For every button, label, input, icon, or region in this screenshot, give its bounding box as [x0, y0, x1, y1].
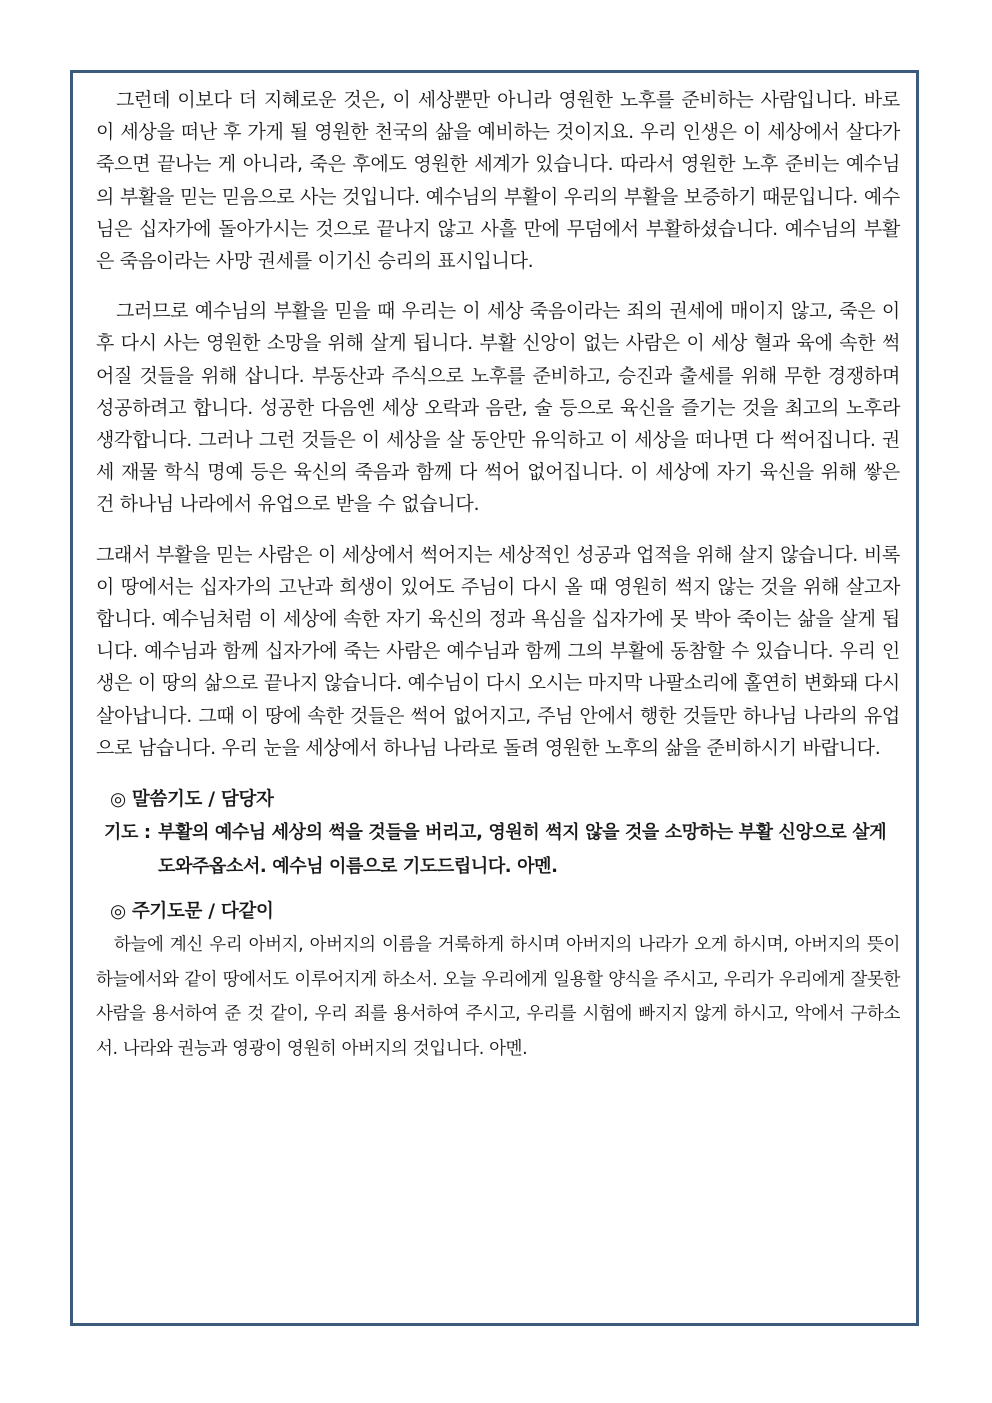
- prayer-block: [96, 816, 900, 884]
- section-heading-lords-prayer: [96, 896, 900, 928]
- circle-mark-icon: ◎: [110, 901, 126, 923]
- lords-prayer-text: 하늘에 계신 우리 아버지, 아버지의 이름을 거룩하게 하시며 아버지의 나라가 오게 하시며, 아버지의 뜻이 하늘에서와 같이 땅에서도 이루어지게 하소서. 오늘 우리에게 일용할 양식을 주시고, 우리가 우리에게 잘못한 사람을 용서하여 준 것 같이, 우리 죄를 용서하여 주시고, 우리를 시험에 빠지지 않게 하시고, 악에서 구하소서. 나라와 권능과 영광이 영원히 아버지의 것입니다. 아멘.: [96, 935, 900, 1059]
- circle-mark-icon: ◎: [110, 789, 126, 811]
- document-body: [96, 84, 900, 1066]
- sermon-paragraph-1: 그런데 이보다 더 지혜로운 것은, 이 세상뿐만 아니라 영원한 노후를 준비하는 사람입니다. 바로 이 세상을 떠난 후 가게 될 영원한 천국의 삶을 예비하는 것이지요. 우리 인생은 이 세상에서 살다가 죽으면 끝나는 게 아니라, 죽은 후에도 영원한 세계가 있습니다. 따라서 영원한 노후 준비는 예수님의 부활을 믿는 믿음으로 사는 것입니다. 예수님의 부활이 우리의 부활을 보증하기 때문입니다. 예수님은 십자가에 돌아가시는 것으로 끝나지 않고 사흘 만에 무덤에서 부활하셨습니다. 예수님의 부활은 죽음이라는 사망 권세를 이기신 승리의 표시입니다.: [96, 89, 900, 273]
- section-heading-word-prayer: [96, 784, 900, 816]
- section-title: 주기도문 / 다같이: [131, 901, 274, 923]
- sermon-paragraph-3: 그래서 부활을 믿는 사람은 이 세상에서 썩어지는 세상적인 성공과 업적을 위해 살지 않습니다. 비록 이 땅에서는 십자가의 고난과 희생이 있어도 주님이 다시 올 때 영원히 썩지 않는 것을 위해 살고자 합니다. 예수님처럼 이 세상에 속한 자기 육신의 정과 욕심을 십자가에 못 박아 죽이는 삶을 살게 됩니다. 예수님과 함께 십자가에 죽는 사람은 예수님과 함께 그의 부활에 동참할 수 있습니다. 우리 인생은 이 땅의 삶으로 끝나지 않습니다. 예수님이 다시 오시는 마지막 나팔소리에 홀연히 변화돼 다시 살아납니다. 그때 이 땅에 속한 것들은 썩어 없어지고, 주님 안에서 행한 것들만 하나님 나라의 유업으로 남습니다. 우리 눈을 세상에서 하나님 나라로 돌려 영원한 노후의 삶을 준비하시기 바랍니다.: [96, 543, 900, 759]
- prayer-text: 부활의 예수님 세상의 썩을 것들을 버리고, 영원히 썩지 않을 것을 소망하는 부활 신앙으로 살게 도와주옵소서. 예수님 이름으로 기도드립니다. 아멘.: [158, 822, 887, 878]
- sermon-paragraph-2: 그러므로 예수님의 부활을 믿을 때 우리는 이 세상 죽음이라는 죄의 권세에 매이지 않고, 죽은 이후 다시 사는 영원한 소망을 위해 살게 됩니다. 부활 신앙이 없는 사람은 이 세상 혈과 육에 속한 썩어질 것들을 위해 삽니다. 부동산과 주식으로 노후를 준비하고, 승진과 출세를 위해 무한 경쟁하며 성공하려고 합니다. 성공한 다음엔 세상 오락과 음란, 술 등으로 육신을 즐기는 것을 최고의 노후라 생각합니다. 그러나 그런 것들은 이 세상을 살 동안만 유익하고 이 세상을 떠나면 다 썩어집니다. 권세 재물 학식 명예 등은 육신의 죽음과 함께 다 썩어 없어집니다. 이 세상에 자기 육신을 위해 쌓은 건 하나님 나라에서 유업으로 받을 수 없습니다.: [96, 300, 900, 516]
- prayer-label: 기도 :: [104, 822, 151, 844]
- section-title: 말씀기도 / 담당자: [131, 789, 274, 811]
